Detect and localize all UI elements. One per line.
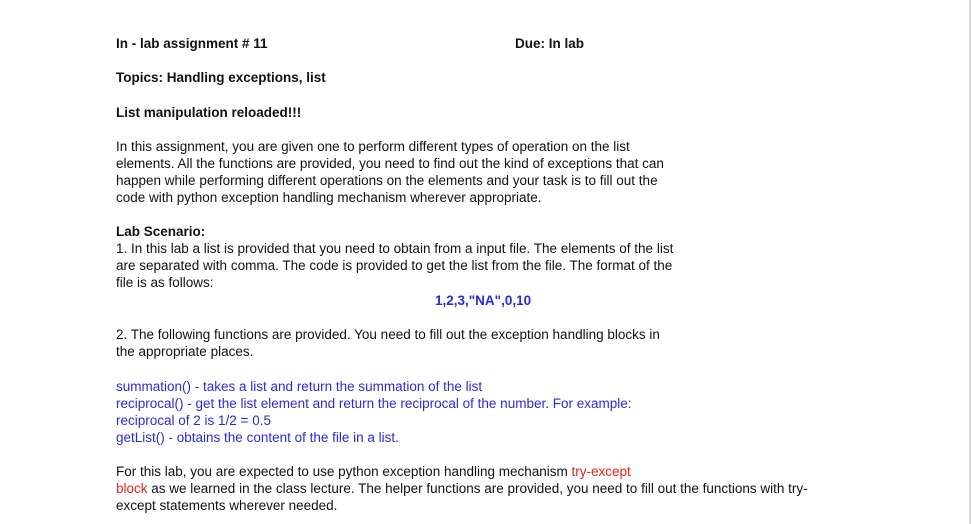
closing-line-2 — [116, 480, 808, 497]
intro-line: In this assignment, you are given one to perform different types of operation on the list — [116, 139, 630, 154]
closing-text: For this lab, you are expected to use python exception handling mechanism — [116, 464, 572, 479]
scenario-item1-line: file is as follows: — [116, 275, 214, 290]
due-label: Due: In lab — [515, 36, 585, 51]
try-except-highlight: try-except — [571, 464, 631, 479]
function-description: reciprocal() - get the list element and return the reciprocal of the number. For example: — [116, 396, 632, 411]
intro-line: elements. All the functions are provided, you need to find out the kind of exceptions that can — [116, 156, 664, 171]
block-highlight: block — [116, 481, 148, 496]
scenario-item2-line: 2. The following functions are provided. You need to fill out the exception handling blocks in — [116, 327, 660, 342]
function-description: getList() - obtains the content of the file in a list. — [116, 430, 399, 445]
function-description: reciprocal of 2 is 1/2 = 0.5 — [116, 413, 271, 428]
scenario-item1-line: are separated with comma. The code is provided to get the list from the file. The format of the — [116, 258, 673, 273]
intro-line: happen while performing different operations on the elements and your task is to fill out the — [116, 173, 658, 188]
closing-text: as we learned in the class lecture. The helper functions are provided, you need to fill out the functions with try- — [147, 481, 808, 496]
closing-line-1 — [116, 463, 631, 480]
closing-line-3: except statements wherever needed. — [116, 498, 338, 513]
topics-line: Topics: Handling exceptions, list — [116, 70, 326, 85]
scenario-heading: Lab Scenario: — [116, 224, 206, 239]
scenario-item1-line: 1. In this lab a list is provided that you need to obtain from a input file. The elements of the list — [116, 241, 674, 256]
scenario-item2-line: the appropriate places. — [116, 344, 254, 359]
section-subtitle: List manipulation reloaded!!! — [116, 105, 302, 120]
function-description: summation() - takes a list and return the summation of the list — [116, 379, 483, 394]
sample-file-format: 1,2,3,"NA",0,10 — [435, 293, 532, 308]
assignment-title: In - lab assignment # 11 — [116, 36, 268, 51]
intro-line: code with python exception handling mechanism wherever appropriate. — [116, 190, 542, 205]
